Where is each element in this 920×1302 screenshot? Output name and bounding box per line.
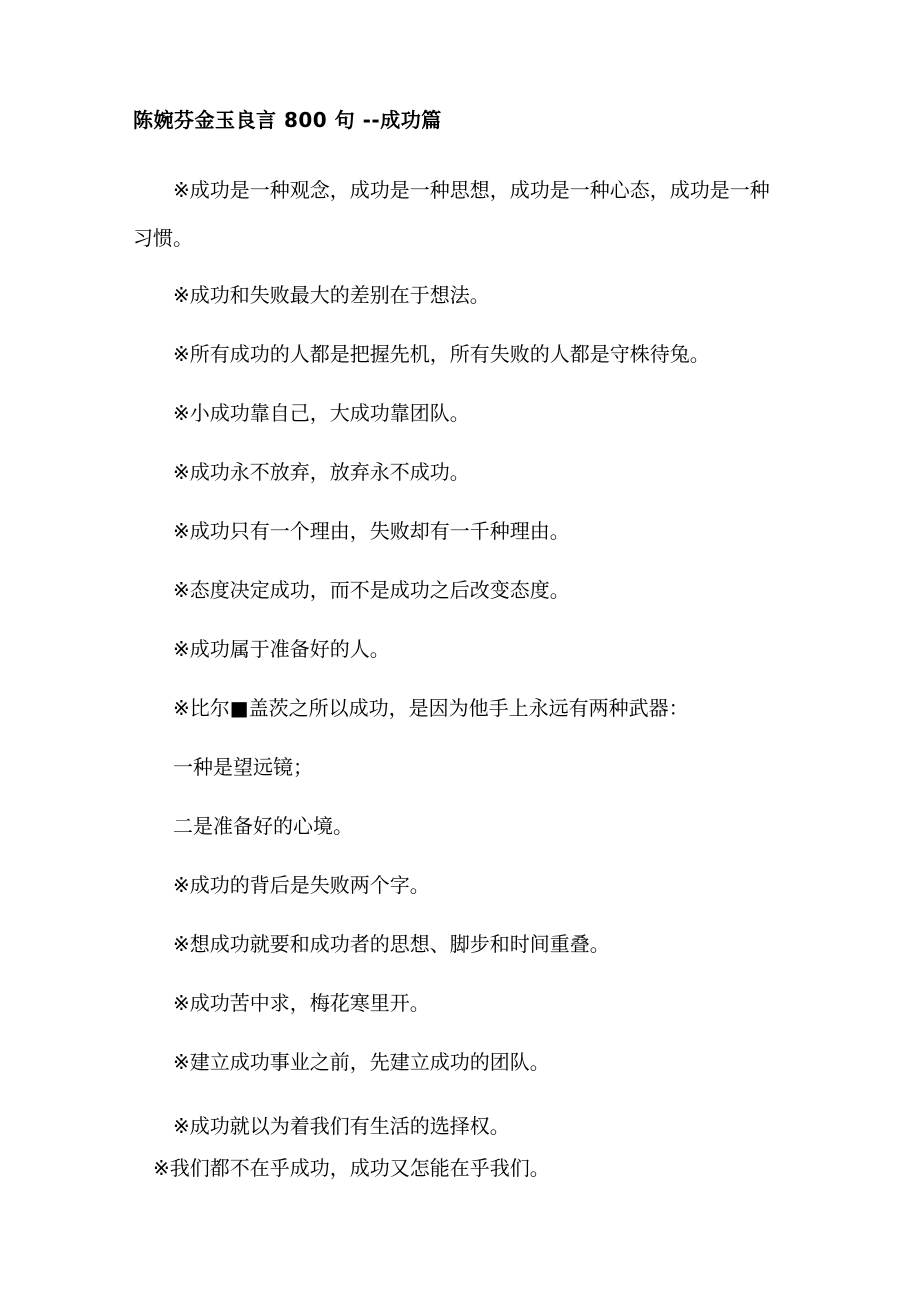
paragraph-16: ※成功就以为着我们有生活的选择权。: [173, 1114, 510, 1138]
paragraph-7: ※态度决定成功，而不是成功之后改变态度。: [173, 578, 570, 602]
paragraph-4: ※小成功靠自己，大成功靠团队。: [173, 401, 470, 425]
paragraph-11: 二是准备好的心境。: [173, 814, 353, 838]
paragraph-5: ※成功永不放弃，放弃永不成功。: [173, 460, 470, 484]
paragraph-17: ※我们都不在乎成功，成功又怎能在乎我们。: [153, 1156, 550, 1180]
paragraph-14: ※成功苦中求，梅花寒里开。: [173, 991, 430, 1015]
paragraph-9: ※比尔■盖茨之所以成功，是因为他手上永远有两种武器：: [173, 696, 689, 720]
paragraph-12: ※成功的背后是失败两个字。: [173, 873, 430, 897]
paragraph-1: ※成功是一种观念，成功是一种思想，成功是一种心态，成功是一种习惯。: [133, 178, 770, 250]
document-title: 陈婉芬金玉良言 800 句 --成功篇: [133, 108, 442, 132]
paragraph-2: ※成功和失败最大的差别在于想法。: [173, 283, 490, 307]
paragraph-8: ※成功属于准备好的人。: [173, 637, 390, 661]
paragraph-10: 一种是望远镜；: [173, 755, 313, 779]
paragraph-15: ※建立成功事业之前，先建立成功的团队。: [173, 1050, 550, 1074]
paragraph-3: ※所有成功的人都是把握先机，所有失败的人都是守株待兔。: [173, 342, 710, 366]
paragraph-6: ※成功只有一个理由，失败却有一千种理由。: [173, 519, 570, 543]
paragraph-13: ※想成功就要和成功者的思想、脚步和时间重叠。: [173, 932, 610, 956]
